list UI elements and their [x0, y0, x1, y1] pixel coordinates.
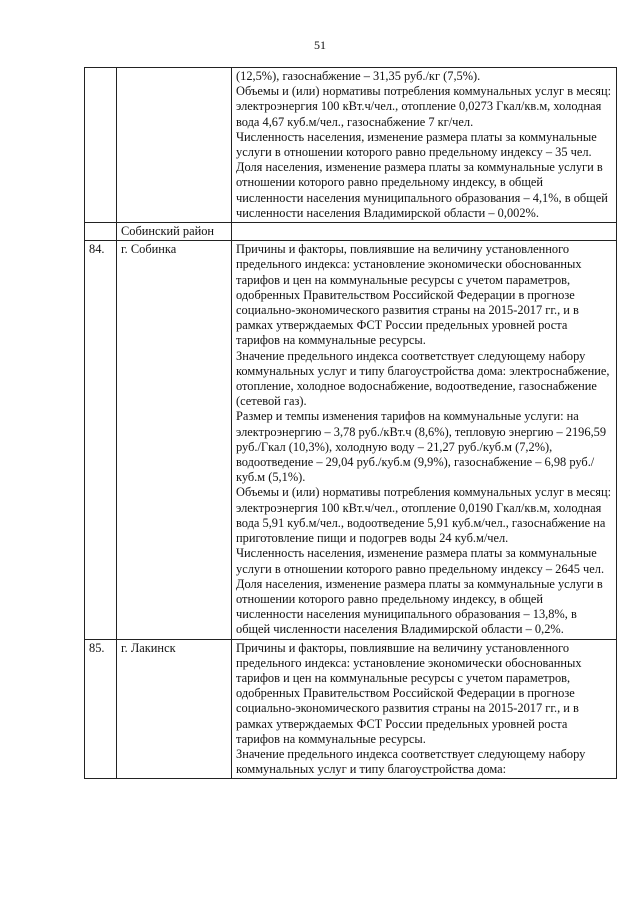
paragraph: Значение предельного индекса соответствует следующему набору коммунальных услуг и типу благоустройства дома: электроснабжение, отопление, холодное водоснабжение, водоотведение, газоснабжение (сетевой газ). — [236, 348, 610, 409]
description-cell — [232, 223, 617, 241]
municipality-cell — [117, 68, 232, 223]
description-cell — [232, 639, 617, 779]
paragraph: Доля населения, изменение размера платы за коммунальные услуги в отношении которого равно предельному индексу, в общей численности населения муниципального образования – 4,1%, в общей численности населения Владимирской области – 0,002%. — [236, 160, 608, 220]
district-label: Собинский район — [117, 223, 232, 241]
table-row — [85, 68, 617, 223]
municipality-cell: г. Лакинск — [117, 639, 232, 779]
row-number-cell — [85, 223, 117, 241]
table-row — [85, 241, 617, 639]
row-number-cell — [85, 68, 117, 223]
paragraph: Значение предельного индекса соответствует следующему набору коммунальных услуг и типу благоустройства дома: — [236, 746, 586, 777]
municipal-index-table — [84, 67, 617, 779]
municipality-cell: г. Собинка — [117, 241, 232, 639]
row-number-cell: 85. — [85, 639, 117, 779]
paragraph: Численность населения, изменение размера платы за коммунальные услуги в отношении которого равно предельному индексу – 2645 чел. — [236, 546, 605, 576]
page-number: 51 — [314, 38, 326, 52]
paragraph: Объемы и (или) нормативы потребления коммунальных услуг в месяц: электроэнергия 100 кВт.ч/чел., отопление 0,0190 Гкал/кв.м, холодная вода 5,91 куб.м/чел., водоотведение 5,91 куб.м/чел., газоснабжение на приготовление пищи и подогрев воды 24 куб.м/чел. — [236, 485, 612, 546]
paragraph: Объемы и (или) нормативы потребления коммунальных услуг в месяц: электроэнергия 100 кВт.ч/чел., отопление 0,0273 Гкал/кв.м, холодная вода 4,67 куб.м/чел., газоснабжение 7 кг/чел. — [236, 84, 612, 129]
paragraph: Размер и темпы изменения тарифов на коммунальные услуги: на электроэнергию – 3,78 руб./кВт.ч (8,6%), тепловую энергию – 2196,59 руб./Гкал (10,3%), холодную воду – 21,27 руб./куб.м (7,2%), водоотведение – 29,04 руб./куб.м (9,9%), газоснабжение – 6,98 руб./куб.м (5,1%). — [236, 409, 607, 485]
paragraph: (12,5%), газоснабжение – 31,35 руб./кг (7,5%). — [236, 69, 481, 83]
paragraph: Причины и факторы, повлиявшие на величину установленного предельного индекса: установление экономически обоснованных тарифов и цен на коммунальные ресурсы с учетом параметров, одобренных Правительством Российской Федерации в прогнозе социально-экономического развития страны на 2015-2017 гг., и в рамках утверждаемых ФСТ России предельных уровней роста тарифов на коммунальные ресурсы. — [236, 242, 582, 348]
description-cell — [232, 241, 617, 639]
description-cell — [232, 68, 617, 223]
table-section-row — [85, 223, 617, 241]
row-number-cell: 84. — [85, 241, 117, 639]
table-row — [85, 639, 617, 779]
paragraph: Численность населения, изменение размера платы за коммунальные услуги в отношении которого равно предельному индексу – 35 чел. — [236, 129, 597, 160]
paragraph: Доля населения, изменение размера платы за коммунальные услуги в отношении которого равно предельному индексу, в общей численности населения муниципального образования – 13,8%, в общей численности населения Владимирской области – 0,2%. — [236, 576, 603, 637]
paragraph: Причины и факторы, повлиявшие на величину установленного предельного индекса: установление экономически обоснованных тарифов и цен на коммунальные ресурсы с учетом параметров, одобренных Правительством Российской Федерации в прогнозе социально-экономического развития страны на 2015-2017 гг., и в рамках утверждаемых ФСТ России предельных уровней роста тарифов на коммунальные ресурсы. — [236, 640, 582, 746]
